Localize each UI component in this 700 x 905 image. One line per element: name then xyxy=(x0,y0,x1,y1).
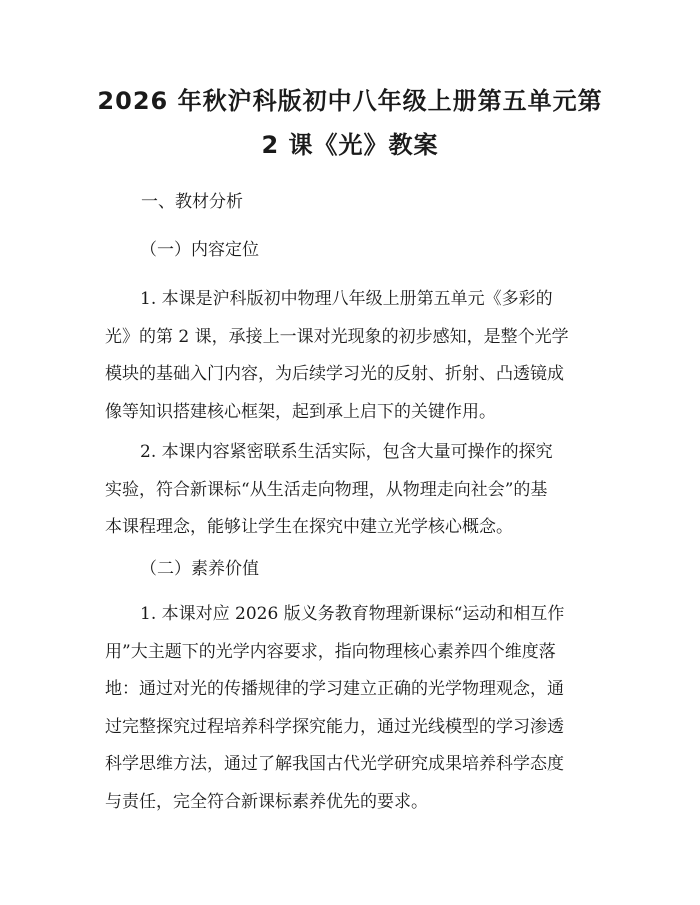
paragraph-content-positioning-2 xyxy=(105,434,605,547)
paragraph-line: 与责任，完全符合新课标素养优先的要求。 xyxy=(105,791,428,812)
paragraph-line: 科学思维方法，通过了解我国古代光学研究成果培养科学态度 xyxy=(105,754,564,775)
paragraph-line: 1. 本课对应 2026 版义务教育物理新课标“运动和相互作 xyxy=(140,604,565,624)
paragraph-content-positioning-1 xyxy=(105,281,605,431)
paragraph-line: 模块的基础入门内容，为后续学习光的反射、折射、凸透镜成 xyxy=(105,364,564,385)
document-title-line-1: 2026 年秋沪科版初中八年级上册第五单元第 xyxy=(97,87,603,115)
paragraph-line: 地：通过对光的传播规律的学习建立正确的光学物理观念，通 xyxy=(105,679,564,700)
paragraph-line: 用”大主题下的光学内容要求，指向物理核心素养四个维度落 xyxy=(105,641,556,662)
paragraph-line: 光》的第 2 课，承接上一课对光现象的初步感知，是整个光学 xyxy=(105,326,569,347)
subsection-heading-literacy-value: （二）素养价值 xyxy=(140,559,259,579)
paragraph-line: 像等知识搭建核心框架，起到承上启下的关键作用。 xyxy=(105,401,496,422)
paragraph-line: 本课程理念，能够让学生在探究中建立光学核心概念。 xyxy=(105,517,513,538)
section-heading-textbook-analysis: 一、教材分析 xyxy=(141,192,243,212)
paragraph-line: 过完整探究过程培养科学探究能力，通过光线模型的学习渗透 xyxy=(105,716,564,737)
paragraph-line: 2. 本课内容紧密联系生活实际，包含大量可操作的探究 xyxy=(140,442,553,462)
paragraph-literacy-value-1 xyxy=(105,596,605,822)
paragraph-line: 实验，符合新课标“从生活走向物理，从物理走向社会”的基 xyxy=(105,479,548,500)
subsection-heading-content-positioning: （一）内容定位 xyxy=(140,240,259,260)
document-title-line-2: 2 课《光》教案 xyxy=(261,131,439,159)
paragraph-line: 1. 本课是沪科版初中物理八年级上册第五单元《多彩的 xyxy=(140,289,553,309)
